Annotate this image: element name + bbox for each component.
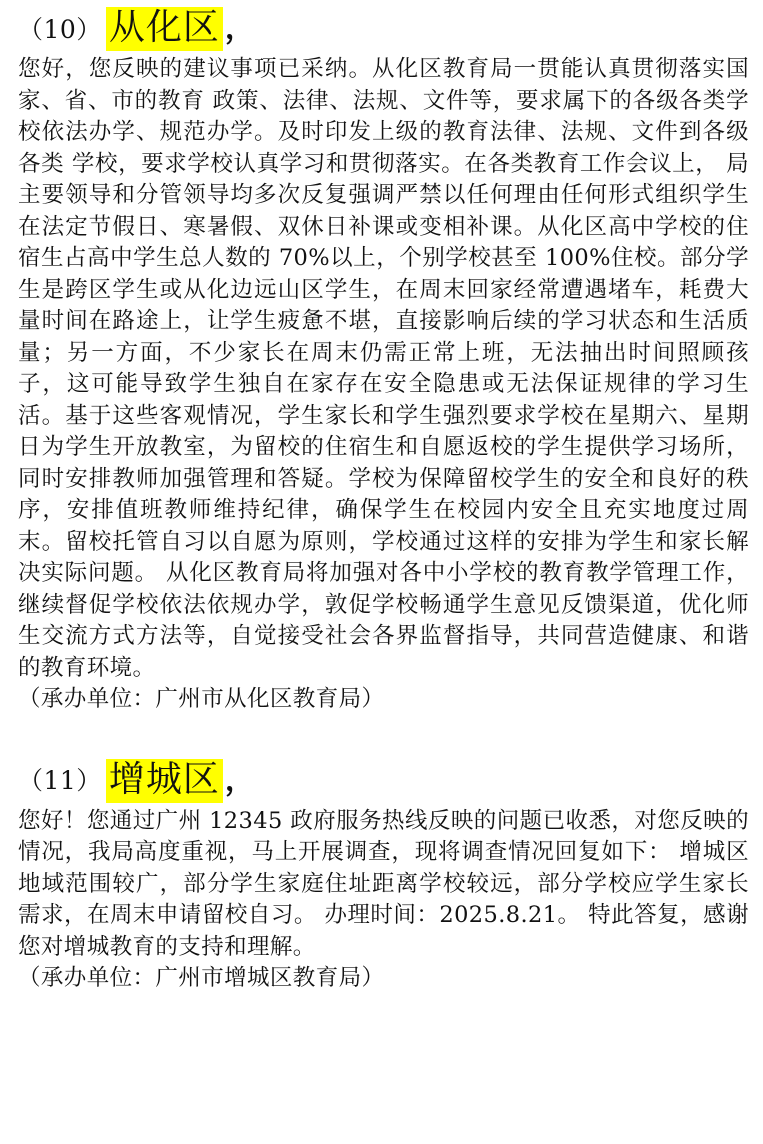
title-comma: ，	[224, 762, 255, 798]
section-header	[18, 4, 749, 54]
reply-body-text: 您好！您通过广州 12345 政府服务热线反映的问题已收悉，对您反映的情况，我局高度重视，马上开展调查，现将调查情况回复如下： 增城区地域范围较广，部分学生家庭住址距离学校较远，部分学校应学生家长需求，在周末申请留校自习。 办理时间：2025.8.21。 特此答复，感谢您对增城教育的支持和理解。	[18, 807, 749, 960]
section-divider-space	[18, 716, 749, 756]
reply-body-text: 您好，您反映的建议事项已采纳。从化区教育局一贯能认真贯彻落实国家、省、市的教育 政策、法律、法规、文件等，要求属下的各级各类学校依法办学、规范办学。及时印发上级的教育法律、法规、文件到各级各类 学校，要求学校认真学习和贯彻落实。在各类教育工作会议上， 局主要领导和分管领导均多次反复强调严禁以任何理由任何形式组织学生在法定节假日、寒暑假、双休日补课或变相补课。从化区高中学校的住宿生占高中学生总人数的 70%以上，个别学校甚至 100%住校。部分学生是跨区学生或从化边远山区学生，在周末回家经常遭遇堵车，耗费大量时间在路途上，让学生疲惫不堪，直接影响后续的学习状态和生活质量；另一方面，不少家长在周末仍需正常上班，无法抽出时间照顾孩子，这可能导致学生独自在家存在安全隐患或无法保证规律的学习生活。基于这些客观情况，学生家长和学生强烈要求学校在星期六、星期日为学生开放教室，为留校的住宿生和自愿返校的学生提供学习场所，同时安排教师加强管理和答疑。学校为保障留校学生的安全和良好的秩序，安排值班教师维持纪律，确保学生在校园内安全且充实地度过周末。留校托管自习以自愿为原则，学校通过这样的安排为学生和家长解决实际问题。 从化区教育局将加强对各中小学校的教育教学管理工作，继续督促学校依法依规办学，敦促学校畅通学生意见反馈渠道，优化师生交流方式方法等，自觉接受社会各界监督指导，共同营造健康、和谐的教育环境。	[18, 56, 749, 681]
section-number: （11）	[18, 766, 102, 795]
title-comma: ，	[224, 11, 255, 46]
section-number: （10）	[18, 14, 102, 44]
section-conghua	[18, 4, 749, 716]
district-name-highlighted: 增城区	[106, 759, 223, 803]
district-name-highlighted: 从化区	[106, 7, 223, 51]
organizer-note: （承办单位：广州市从化区教育局）	[18, 686, 385, 712]
section-zengcheng	[18, 756, 749, 995]
organizer-note: （承办单位：广州市增城区教育局）	[18, 965, 385, 991]
section-header	[18, 756, 749, 806]
